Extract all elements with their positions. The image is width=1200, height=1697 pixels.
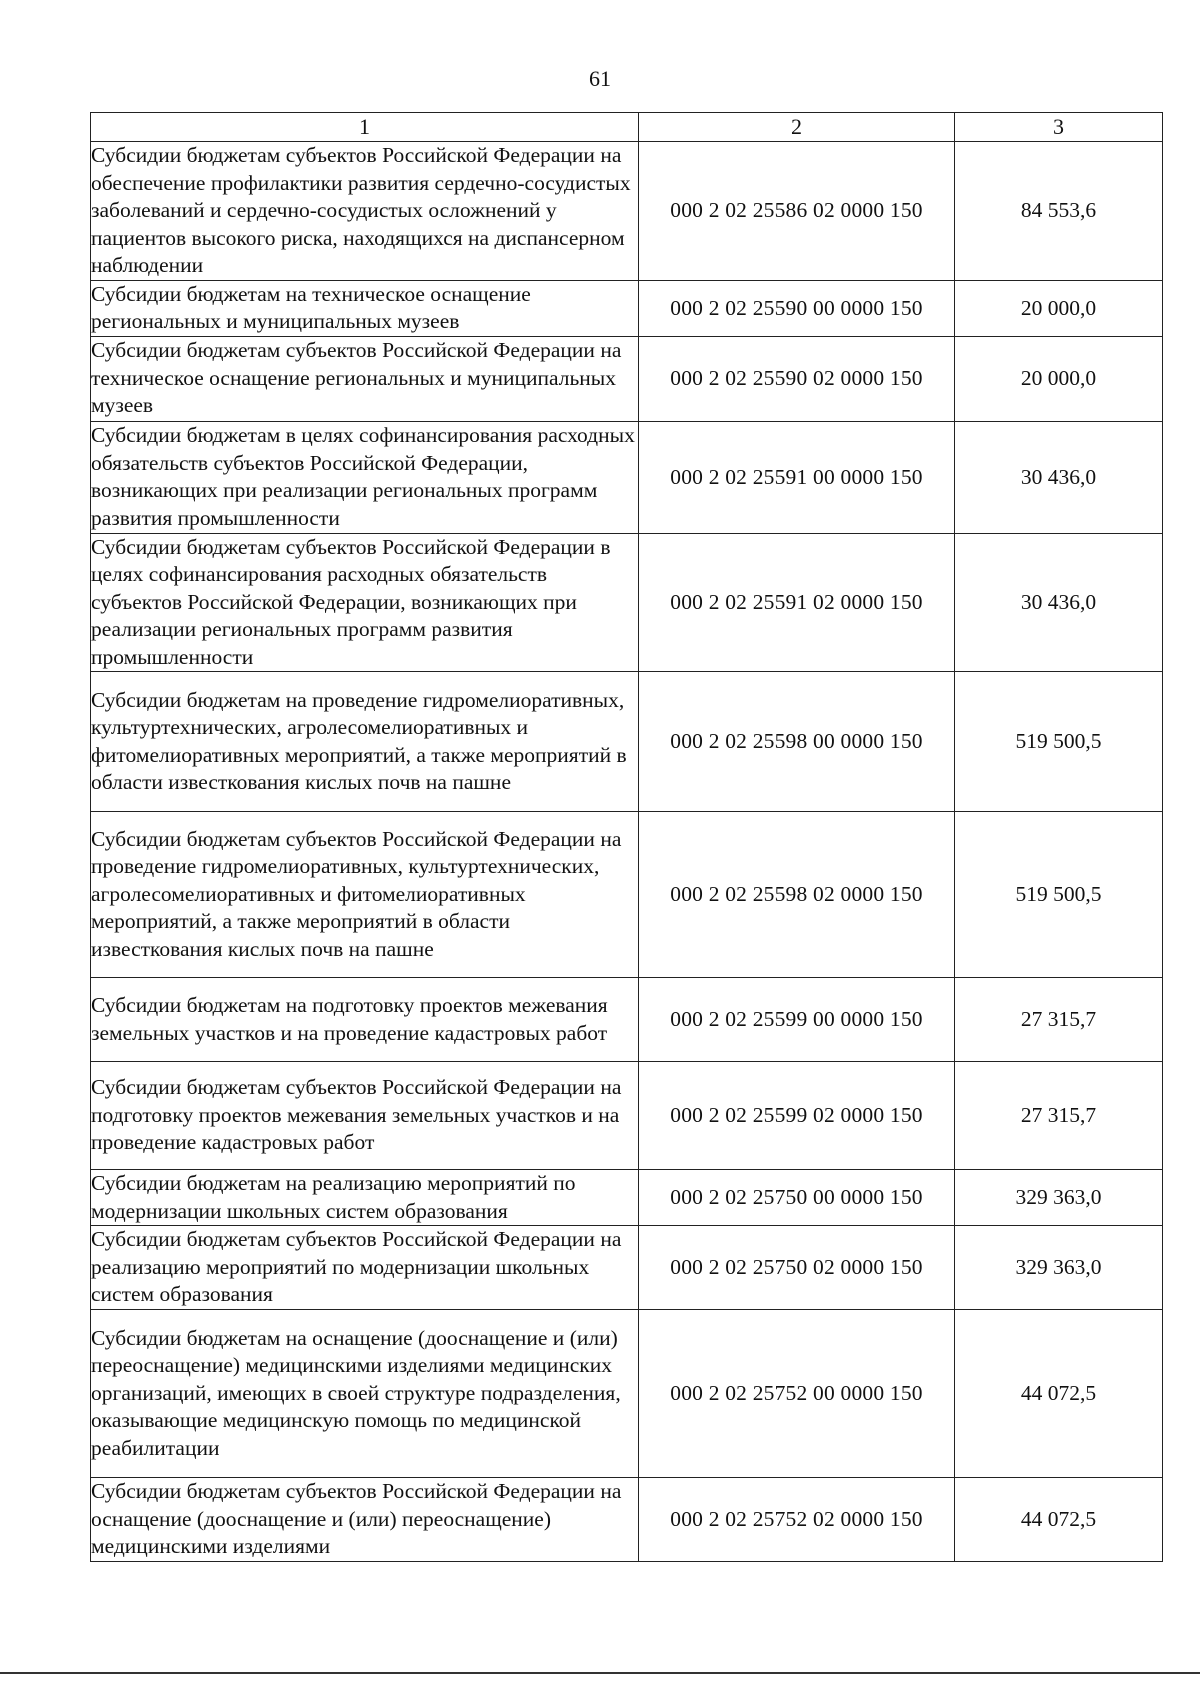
row-budget-code: 000 2 02 25752 02 0000 150	[639, 1478, 955, 1562]
row-description: Субсидии бюджетам субъектов Российской Федерации на техническое оснащение региональных и муниципальных музеев	[91, 336, 639, 421]
row-description: Субсидии бюджетам субъектов Российской Федерации на проведение гидромелиоративных, культуртехнических, агролесомелиоративных и фитомелиоративных мероприятий, а также мероприятий в области известкования кислых почв на пашне	[91, 812, 639, 978]
row-budget-code: 000 2 02 25586 02 0000 150	[639, 142, 955, 281]
row-description: Субсидии бюджетам на реализацию мероприятий по модернизации школьных систем образования	[91, 1170, 639, 1226]
row-description: Субсидии бюджетам на подготовку проектов межевания земельных участков и на проведение кадастровых работ	[91, 978, 639, 1062]
table-row	[91, 1170, 1163, 1226]
row-description: Субсидии бюджетам субъектов Российской Федерации в целях софинансирования расходных обязательств субъектов Российской Федерации, возникающих при реализации региональных программ развития промышленности	[91, 533, 639, 672]
table-row	[91, 421, 1163, 533]
row-amount: 519 500,5	[955, 672, 1163, 812]
page-bottom-rule	[0, 1672, 1200, 1674]
row-budget-code: 000 2 02 25750 00 0000 150	[639, 1170, 955, 1226]
row-budget-code: 000 2 02 25591 02 0000 150	[639, 533, 955, 672]
column-header-2: 2	[639, 113, 955, 142]
row-amount: 519 500,5	[955, 812, 1163, 978]
row-amount: 329 363,0	[955, 1226, 1163, 1310]
row-amount: 27 315,7	[955, 978, 1163, 1062]
row-budget-code: 000 2 02 25599 00 0000 150	[639, 978, 955, 1062]
table-row	[91, 280, 1163, 336]
row-amount: 44 072,5	[955, 1310, 1163, 1478]
row-amount: 84 553,6	[955, 142, 1163, 281]
table-row	[91, 672, 1163, 812]
budget-table	[90, 112, 1163, 1562]
table-row	[91, 1478, 1163, 1562]
row-amount: 44 072,5	[955, 1478, 1163, 1562]
row-budget-code: 000 2 02 25591 00 0000 150	[639, 421, 955, 533]
row-description: Субсидии бюджетам субъектов Российской Федерации на обеспечение профилактики развития сердечно-сосудистых заболеваний и сердечно-сосудистых осложнений у пациентов высокого риска, находящихся на диспансерном наблюдении	[91, 142, 639, 281]
row-description: Субсидии бюджетам субъектов Российской Федерации на реализацию мероприятий по модернизации школьных систем образования	[91, 1226, 639, 1310]
row-budget-code: 000 2 02 25752 00 0000 150	[639, 1310, 955, 1478]
row-description: Субсидии бюджетам субъектов Российской Федерации на оснащение (дооснащение и (или) переоснащение) медицинскими изделиями	[91, 1478, 639, 1562]
row-amount: 329 363,0	[955, 1170, 1163, 1226]
table-row	[91, 336, 1163, 421]
table-row	[91, 1310, 1163, 1478]
row-budget-code: 000 2 02 25590 02 0000 150	[639, 336, 955, 421]
table-row	[91, 1226, 1163, 1310]
column-header-1: 1	[91, 113, 639, 142]
row-budget-code: 000 2 02 25598 02 0000 150	[639, 812, 955, 978]
row-description: Субсидии бюджетам на проведение гидромелиоративных, культуртехнических, агролесомелиоративных и фитомелиоративных мероприятий, а также мероприятий в области известкования кислых почв на пашне	[91, 672, 639, 812]
row-budget-code: 000 2 02 25590 00 0000 150	[639, 280, 955, 336]
table-row	[91, 533, 1163, 672]
row-description: Субсидии бюджетам субъектов Российской Федерации на подготовку проектов межевания земельных участков и на проведение кадастровых работ	[91, 1062, 639, 1170]
row-amount: 20 000,0	[955, 280, 1163, 336]
page-number: 61	[589, 66, 611, 91]
row-budget-code: 000 2 02 25750 02 0000 150	[639, 1226, 955, 1310]
row-budget-code: 000 2 02 25599 02 0000 150	[639, 1062, 955, 1170]
row-amount: 30 436,0	[955, 421, 1163, 533]
row-description: Субсидии бюджетам в целях софинансирования расходных обязательств субъектов Российской Федерации, возникающих при реализации региональных программ развития промышленности	[91, 421, 639, 533]
table-row	[91, 978, 1163, 1062]
row-budget-code: 000 2 02 25598 00 0000 150	[639, 672, 955, 812]
row-amount: 30 436,0	[955, 533, 1163, 672]
row-description: Субсидии бюджетам на оснащение (дооснащение и (или) переоснащение) медицинскими изделиями медицинских организаций, имеющих в своей структуре подразделения, оказывающие медицинскую помощь по медицинской реабилитации	[91, 1310, 639, 1478]
row-description: Субсидии бюджетам на техническое оснащение региональных и муниципальных музеев	[91, 280, 639, 336]
table-row	[91, 142, 1163, 281]
table-row	[91, 812, 1163, 978]
row-amount: 20 000,0	[955, 336, 1163, 421]
table-header-row	[91, 113, 1163, 142]
column-header-3: 3	[955, 113, 1163, 142]
row-amount: 27 315,7	[955, 1062, 1163, 1170]
table-row	[91, 1062, 1163, 1170]
